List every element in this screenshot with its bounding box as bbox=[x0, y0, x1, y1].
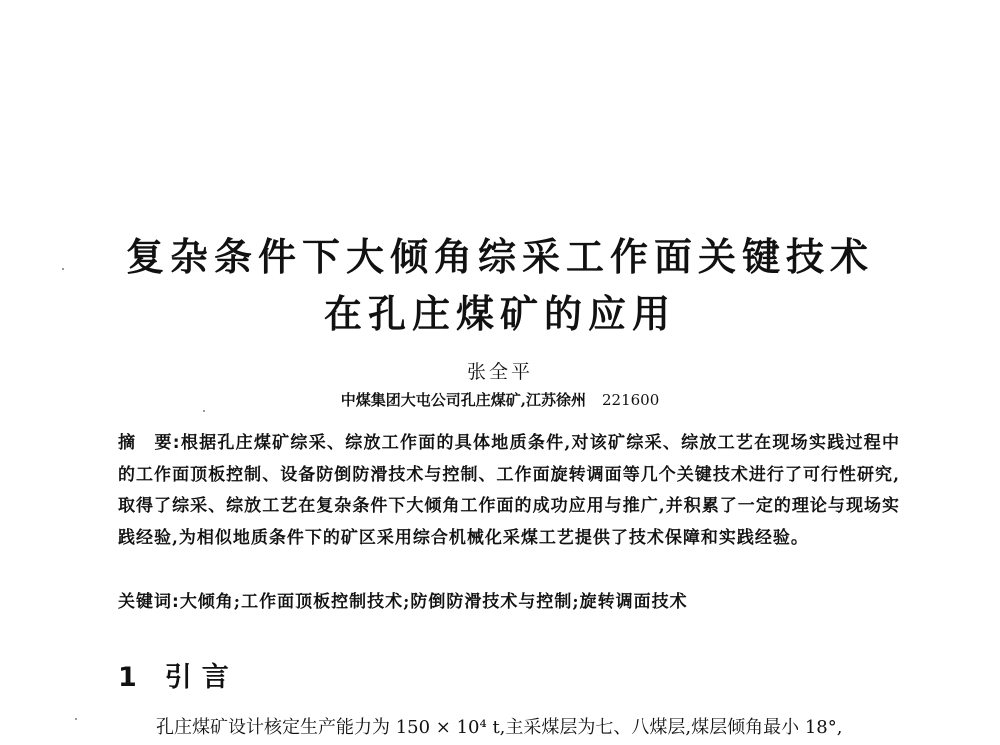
section-number: 1 bbox=[118, 662, 137, 693]
postal-code: 221600 bbox=[601, 391, 660, 409]
body-paragraph: 孔庄煤矿设计核定生产能力为 150 × 10⁴ t,主采煤层为七、八煤层,煤层倾角最小 18°, bbox=[156, 717, 843, 738]
abstract bbox=[118, 428, 900, 554]
author-name: 张全平 bbox=[466, 361, 533, 383]
keywords-text: 大倾角;工作面顶板控制技术;防倒防滑技术与控制;旋转调面技术 bbox=[179, 592, 688, 612]
abstract-label: 摘 要: bbox=[118, 433, 181, 453]
section-heading bbox=[118, 655, 239, 694]
affiliation-text: 中煤集团大屯公司孔庄煤矿,江苏徐州 bbox=[340, 391, 586, 409]
scan-speck bbox=[75, 718, 77, 720]
section-title: 引言 bbox=[164, 662, 239, 693]
keywords bbox=[118, 587, 900, 612]
title-line-2: 在孔庄煤矿的应用 bbox=[323, 292, 676, 336]
scan-speck bbox=[62, 268, 64, 270]
title-line-1: 复杂条件下大倾角综采工作面关键技术 bbox=[125, 235, 874, 279]
scan-speck bbox=[203, 410, 205, 412]
abstract-text: 根据孔庄煤矿综采、综放工作面的具体地质条件,对该矿综采、综放工艺在现场实践过程中的工作面顶板控制、设备防倒防滑技术与控制、工作面旋转调面等几个关键技术进行了可行性研究,取得了综采、综放工艺在复杂条件下大倾角工作面的成功应用与推广,并积累了一定的理论与现场实践经验,为相似地质条件下的矿区采用综合机械化采煤工艺提供了技术保障和实践经验。 bbox=[118, 433, 900, 548]
keywords-label: 关键词: bbox=[118, 592, 180, 612]
affiliation bbox=[0, 389, 1000, 410]
